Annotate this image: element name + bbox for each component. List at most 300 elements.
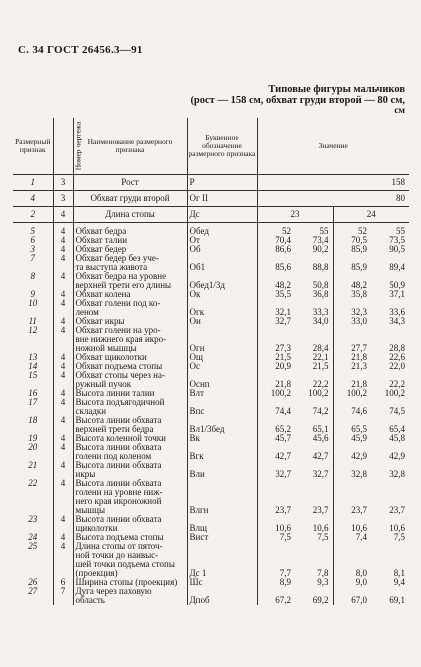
row-value-text: 55: [396, 226, 406, 236]
row-value-text: 67,0: [351, 595, 367, 605]
row-num: 25: [28, 542, 38, 551]
row-value-text: 90,2: [312, 245, 329, 254]
row-num: 22: [28, 479, 38, 488]
row-name-line: Обхват бедра на уровне: [75, 272, 167, 281]
row-value-text: 48,2: [351, 280, 367, 290]
row-value: [295, 272, 333, 290]
row-value-text: 73,4: [312, 236, 329, 245]
row-drawing: 4: [53, 272, 73, 290]
row-name-line: Обхват голени на уро-: [75, 326, 161, 335]
row-name: [73, 515, 187, 533]
table-unit: см: [394, 106, 405, 116]
row-value-text: 73,5: [389, 236, 406, 245]
row-value-text: 22,1: [312, 353, 329, 362]
row-value-text: 100,2: [346, 389, 367, 398]
row-code-text: Дс 1: [189, 568, 207, 578]
row-name-line: (проекция): [75, 568, 118, 578]
row-value: [295, 416, 333, 434]
row-value: [333, 434, 371, 443]
row-value-text: 27,7: [351, 343, 367, 353]
row-name: [73, 434, 187, 443]
table-row: [13, 461, 409, 479]
row-code-text: Обед1/3д: [189, 280, 225, 290]
row-value: [257, 353, 295, 362]
row-value: [295, 353, 333, 362]
row-value: [333, 416, 371, 434]
row-value: [333, 317, 371, 326]
row-value: [257, 326, 295, 353]
row-value: [257, 398, 295, 416]
row-value: [257, 587, 295, 605]
col-header-num: Размерный признак: [13, 118, 53, 175]
row-num: 18: [28, 416, 38, 425]
row-value: [333, 245, 371, 254]
row-value-text: 22,6: [389, 353, 406, 362]
row-name-line: Обхват щиколотки: [75, 353, 147, 362]
row-value: [295, 362, 333, 371]
row-value: [333, 533, 371, 542]
row-value: [295, 254, 333, 272]
row-name: [73, 223, 187, 237]
row-num: 23: [28, 515, 38, 524]
row-value: [295, 389, 333, 398]
row-name-line: голени под коленом: [75, 451, 152, 461]
row-value: [257, 479, 295, 515]
row-name: [73, 362, 187, 371]
row-value: [295, 587, 333, 605]
row-name: [73, 443, 187, 461]
row-value-text: 20,9: [275, 362, 291, 371]
row-name-line: Обхват бедра: [75, 226, 127, 236]
row-value-text: 21,3: [351, 362, 367, 371]
table-row: [13, 533, 409, 542]
table-row-chest: 4 3 Обхват груди второй Ог II 80: [13, 191, 409, 207]
row-value: [371, 254, 409, 272]
row-name-line: вне нижнего края икро-: [75, 334, 167, 344]
row-value: [295, 533, 333, 542]
row-value-text: 45,6: [312, 434, 329, 443]
table-row: [13, 353, 409, 362]
row-drawing: 4: [53, 353, 73, 362]
table-row: [13, 362, 409, 371]
row-code-text: Влщ: [189, 523, 207, 533]
row-value-text: 23,7: [275, 505, 291, 515]
row-value-text: 100,2: [384, 389, 406, 398]
row-code-text: Ок: [189, 290, 201, 299]
row-name-line: мышцы: [75, 505, 106, 515]
row-name-line: щиколотки: [75, 523, 118, 533]
row-value: [257, 389, 295, 398]
row-drawing: 4: [53, 290, 73, 299]
row-value-text: 32,7: [275, 469, 291, 479]
row-value: [257, 371, 295, 389]
row-drawing: 4: [53, 416, 73, 434]
row-value: [257, 434, 295, 443]
measurements-table: [13, 118, 409, 605]
table-row-height: 1 3 Рост Р 158: [13, 175, 409, 191]
row-value-text: 100,2: [270, 389, 291, 398]
row-value-text: 36,8: [312, 290, 329, 299]
row-value: [371, 236, 409, 245]
row-value: [295, 290, 333, 299]
row-code: [187, 326, 257, 353]
row-code: [187, 416, 257, 434]
row-code: [187, 353, 257, 362]
table-row: [13, 223, 409, 237]
row-code-text: Ощ: [189, 353, 203, 362]
row-value-text: 9,0: [355, 578, 367, 587]
row-value-text: 7,7: [279, 568, 291, 578]
row-name: [73, 578, 187, 587]
row-value: [371, 416, 409, 434]
row-value: [295, 223, 333, 237]
row-value: [257, 515, 295, 533]
row-value-text: 22,2: [312, 379, 329, 389]
row-name: [73, 533, 187, 542]
row-name: [73, 353, 187, 362]
row-value-text: 23,7: [389, 505, 406, 515]
row-value: [295, 578, 333, 587]
row-value: [295, 371, 333, 389]
row-num: 24: [28, 533, 38, 542]
row-value-text: 32,8: [389, 469, 406, 479]
row-name-line: голени на уровне ниж-: [75, 487, 163, 497]
row-name-line: Обхват подъема стопы: [75, 362, 163, 371]
table-row: [13, 326, 409, 353]
row-name: [73, 542, 187, 578]
row-name: [73, 236, 187, 245]
row-value-text: 65,2: [275, 424, 291, 434]
table-row: [13, 389, 409, 398]
row-value-text: 33,6: [389, 307, 406, 317]
row-num: 14: [28, 362, 38, 371]
row-num: 8: [30, 272, 35, 281]
row-value: [333, 223, 371, 237]
row-value: [333, 389, 371, 398]
row-num: 3: [30, 245, 35, 254]
row-drawing: 4: [53, 443, 73, 461]
row-value: [257, 533, 295, 542]
row-value: [371, 515, 409, 533]
table-row: [13, 515, 409, 533]
table-row: [13, 587, 409, 605]
row-name: [73, 317, 187, 326]
col-header-value: Значение: [257, 118, 409, 175]
row-value-text: 85,9: [351, 262, 367, 272]
row-value-text: 42,7: [275, 451, 291, 461]
row-name-line: Высота подъягодичной: [75, 398, 165, 407]
row-value: [257, 416, 295, 434]
row-value: [333, 299, 371, 317]
row-value-text: 32,7: [312, 469, 329, 479]
row-code-text: Об1: [189, 262, 206, 272]
row-value: [371, 290, 409, 299]
row-num: 13: [28, 353, 38, 362]
row-value: [333, 353, 371, 362]
row-code: [187, 236, 257, 245]
row-drawing: 4: [53, 389, 73, 398]
table-row: [13, 317, 409, 326]
row-drawing: 4: [53, 317, 73, 326]
row-name-line: ножной мышцы: [75, 343, 137, 353]
row-code: [187, 371, 257, 389]
row-value: [295, 434, 333, 443]
row-code: [187, 362, 257, 371]
row-value: [371, 299, 409, 317]
table-row: [13, 578, 409, 587]
row-value-text: 86,6: [275, 245, 291, 254]
row-value-text: 32,7: [275, 317, 291, 326]
row-value-text: 55: [319, 226, 329, 236]
row-name-line: Длина стопы от пяточ-: [75, 542, 163, 551]
row-code-text: Влт: [189, 389, 204, 398]
row-value-text: 45,7: [275, 434, 291, 443]
row-num: 7: [30, 254, 35, 263]
row-drawing: 4: [53, 223, 73, 237]
row-name: [73, 326, 187, 353]
row-name-line: Дуга через паховую: [75, 587, 152, 596]
row-value: [371, 479, 409, 515]
row-name-line: Высота линии обхвата: [75, 461, 162, 470]
row-name-line: Высота линии обхвата: [75, 443, 162, 452]
table-row-foot-length: 2 4 Длина стопы Дс 23 24: [13, 207, 409, 223]
row-value-text: 7,5: [279, 533, 291, 542]
row-value: [257, 317, 295, 326]
row-value: [371, 398, 409, 416]
row-value-text: 65,4: [389, 424, 406, 434]
row-value-text: 7,5: [393, 533, 406, 542]
row-value-text: 23,7: [351, 505, 367, 515]
row-name-line: него края икроножной: [75, 496, 162, 506]
row-value-text: 74,6: [351, 406, 367, 416]
row-name: [73, 272, 187, 290]
row-drawing: 4: [53, 479, 73, 515]
row-value-text: 34,0: [312, 317, 329, 326]
row-name-line: Высота линии обхвата: [75, 479, 162, 488]
row-num: 21: [28, 461, 38, 470]
row-name: [73, 587, 187, 605]
row-value: [371, 461, 409, 479]
table-row: [13, 272, 409, 290]
row-code-text: Вл1/3бед: [189, 424, 225, 434]
row-name-line: Высота линии обхвата: [75, 416, 162, 425]
row-code: [187, 443, 257, 461]
row-value-text: 85,9: [351, 245, 367, 254]
row-code: [187, 317, 257, 326]
row-num: 19: [28, 434, 38, 443]
row-code-text: Вист: [189, 533, 209, 542]
row-value: [257, 245, 295, 254]
row-value: [371, 542, 409, 578]
row-code-text: Огн: [189, 343, 205, 353]
row-value: [371, 578, 409, 587]
row-drawing: 6: [53, 578, 73, 587]
row-name: [73, 398, 187, 416]
row-value: [371, 443, 409, 461]
row-drawing: 4: [53, 245, 73, 254]
row-value-text: 8,0: [355, 568, 367, 578]
row-value-text: 42,9: [389, 451, 406, 461]
row-value-text: 74,4: [275, 406, 291, 416]
row-value: [371, 317, 409, 326]
row-value-text: 33,0: [351, 317, 367, 326]
table-row: [13, 245, 409, 254]
row-value-text: 9,4: [393, 578, 406, 587]
row-value-text: 52: [282, 226, 291, 236]
row-value: [371, 533, 409, 542]
row-value: [333, 272, 371, 290]
row-code-text: Ос: [189, 362, 200, 371]
row-value: [257, 362, 295, 371]
row-code-text: Вгк: [189, 451, 204, 461]
row-name-line: ной точки до наивыс-: [75, 550, 159, 560]
row-value: [333, 461, 371, 479]
row-value-text: 48,2: [275, 280, 291, 290]
row-value: [295, 398, 333, 416]
row-name-line: икры: [75, 469, 96, 479]
row-code: [187, 587, 257, 605]
row-value-text: 21,8: [275, 379, 291, 389]
row-code: [187, 461, 257, 479]
row-code: [187, 389, 257, 398]
table-title-line2: (рост — 158 см, обхват груди второй — 80 см,: [190, 95, 405, 106]
row-value: [257, 272, 295, 290]
row-name-line: Высота линии обхвата: [75, 515, 162, 524]
row-code: [187, 254, 257, 272]
row-value-text: 65,5: [351, 424, 367, 434]
row-num: 17: [28, 398, 38, 407]
row-value-text: 7,4: [355, 533, 367, 542]
row-drawing: 4: [53, 434, 73, 443]
row-num: 27: [28, 587, 38, 596]
row-value: [333, 578, 371, 587]
row-name: [73, 290, 187, 299]
row-value-text: 8,1: [393, 568, 406, 578]
row-value-text: 50,8: [312, 280, 329, 290]
row-value-text: 90,5: [389, 245, 406, 254]
row-name-line: Высота подъема стопы: [75, 533, 164, 542]
row-value-text: 89,4: [389, 262, 406, 272]
row-code: [187, 479, 257, 515]
table-row: [13, 542, 409, 578]
row-code-text: Вли: [189, 469, 205, 479]
row-value: [257, 223, 295, 237]
row-value-text: 33,3: [312, 307, 329, 317]
row-num: 16: [28, 389, 38, 398]
table-row: [13, 236, 409, 245]
row-value-text: 10,6: [312, 523, 329, 533]
row-drawing: 4: [53, 398, 73, 416]
row-num: 20: [28, 443, 38, 452]
row-name-line: складки: [75, 406, 107, 416]
row-value: [333, 254, 371, 272]
row-value: [333, 479, 371, 515]
table-title: [145, 84, 405, 106]
row-code: [187, 434, 257, 443]
row-value-text: 10,6: [351, 523, 367, 533]
row-name-line: ружный пучок: [75, 379, 132, 389]
row-num: 11: [28, 317, 37, 326]
row-code-text: Огк: [189, 307, 205, 317]
row-value: [257, 542, 295, 578]
row-name-line: Обхват колена: [75, 290, 131, 299]
row-value-text: 9,3: [317, 578, 329, 587]
row-value-text: 45,8: [389, 434, 406, 443]
table-row: [13, 290, 409, 299]
row-value-text: 21,8: [351, 379, 367, 389]
row-value-text: 42,9: [351, 451, 367, 461]
row-value-text: 21,5: [312, 362, 329, 371]
row-value-text: 67,2: [275, 595, 291, 605]
row-value: [371, 587, 409, 605]
row-drawing: 4: [53, 299, 73, 317]
row-value: [295, 317, 333, 326]
row-name-line: Обхват талии: [75, 236, 128, 245]
row-value-text: 10,6: [275, 523, 291, 533]
row-value-text: 7,8: [317, 568, 329, 578]
row-value-text: 74,5: [389, 406, 406, 416]
row-value-text: 7,5: [317, 533, 329, 542]
row-value-text: 34,3: [389, 317, 406, 326]
row-drawing: 4: [53, 533, 73, 542]
row-value-text: 28,4: [312, 343, 329, 353]
row-code-text: Влгн: [189, 505, 209, 515]
row-value: [257, 461, 295, 479]
row-code-text: От: [189, 236, 200, 245]
table-row: [13, 254, 409, 272]
row-drawing: 4: [53, 236, 73, 245]
row-value-text: 37,1: [389, 290, 406, 299]
row-name-line: Ширина стопы (проекция): [75, 578, 178, 587]
row-name-line: Обхват икры: [75, 317, 125, 326]
row-value-text: 45,9: [351, 434, 367, 443]
row-value: [371, 245, 409, 254]
row-name-line: Обхват стопы через на-: [75, 371, 165, 380]
row-value: [295, 326, 333, 353]
row-value: [257, 236, 295, 245]
row-code: [187, 245, 257, 254]
row-value: [371, 353, 409, 362]
row-value-text: 21,5: [275, 353, 291, 362]
row-code-text: Ои: [189, 317, 201, 326]
col-header-name: Наименование размерного признака: [73, 118, 187, 175]
row-value: [333, 443, 371, 461]
col-header-drawing: Номер чертежа: [53, 118, 73, 175]
row-value-text: 65,1: [312, 424, 329, 434]
row-drawing: 4: [53, 515, 73, 533]
row-value: [257, 578, 295, 587]
row-num: 6: [30, 236, 35, 245]
table-row: [13, 479, 409, 515]
row-code: [187, 223, 257, 237]
row-value-text: 8,9: [279, 578, 291, 587]
row-value: [333, 515, 371, 533]
row-value-text: 70,4: [275, 236, 291, 245]
row-name-line: Высота линии талии: [75, 389, 155, 398]
table-row: [13, 416, 409, 434]
row-value: [333, 362, 371, 371]
row-code: [187, 398, 257, 416]
row-value-text: 35,8: [351, 290, 367, 299]
row-name-line: леном: [75, 307, 99, 317]
row-value-text: 69,1: [389, 595, 406, 605]
row-value: [295, 299, 333, 317]
row-drawing: 4: [53, 542, 73, 578]
row-value: [371, 389, 409, 398]
row-name-line: та выступа живота: [75, 262, 148, 272]
row-value-text: 50,9: [389, 280, 406, 290]
row-name: [73, 371, 187, 389]
